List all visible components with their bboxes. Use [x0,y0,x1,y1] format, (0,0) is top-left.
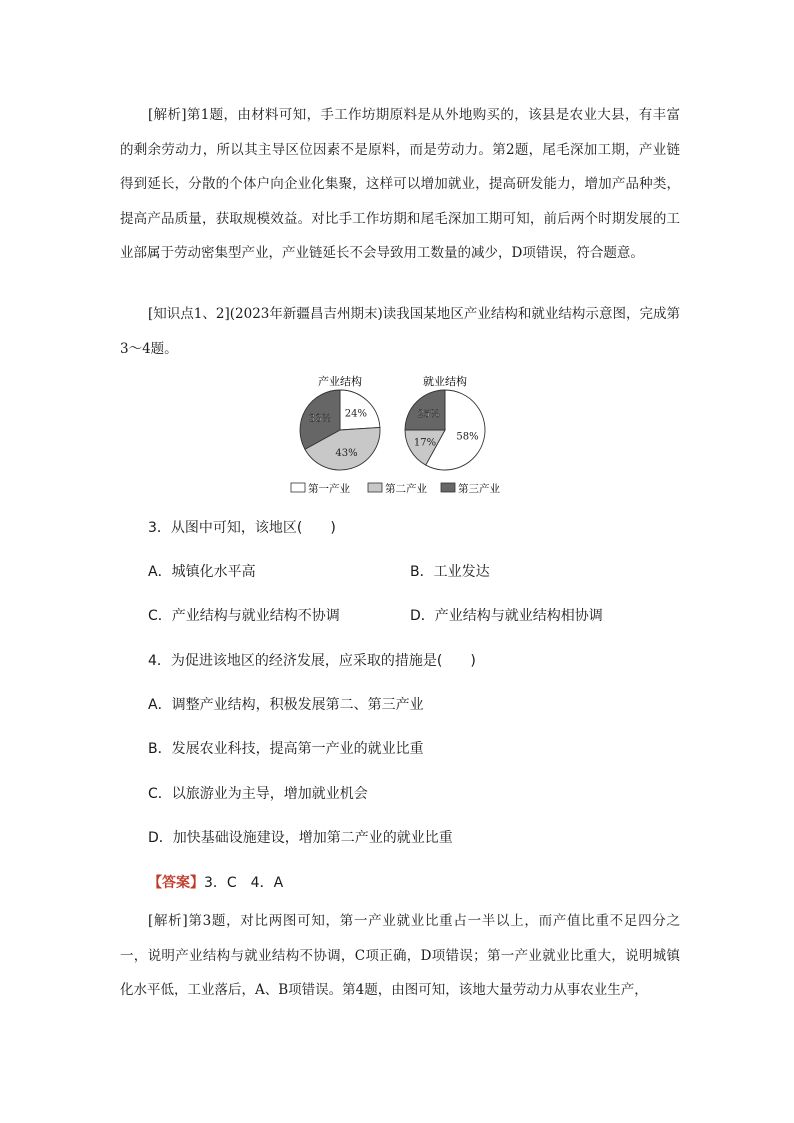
legend-swatch-first [291,483,305,492]
q3-stem: 3．从图中可知，该地区( ) [148,520,336,536]
answer-line [148,873,283,893]
q4-stem: 4．为促进该地区的经济发展，应采取的措施是( ) [148,653,476,669]
legend-swatch-second [368,483,382,492]
pie-slice-label-2: 43% [335,447,358,459]
pie-slice-label-3: 33% [308,413,332,425]
q3-option-a: A．城镇化水平高 [148,564,256,580]
q3-option-c: C．产业结构与就业结构不协调 [148,608,340,624]
answer-label: 【答案】 [148,875,204,891]
answer-text: 3．C 4．A [204,875,284,891]
knowledge-point-intro: [知识点1、2](2023年新疆昌吉州期末)读我国某地区产业结构和就业结构示意图，完成第3～4题。 [120,306,680,357]
legend-first: 第一产业 [308,483,350,495]
pie-slice-label-3: 25% [417,409,440,421]
legend-third: 第三产业 [458,483,500,495]
analysis-paragraph-1: [解析]第1题，由材料可知，手工作坊期原料是从外地购买的，该县是农业大县，有丰富的剩余劳动力，所以其主导区位因素不是原料，而是劳动力。第2题，尾毛深加工期，产业链得到延长，分散的个体户向企业化集聚，这样可以增加就业，提高研发能力，增加产品种类，提高产品质量，获取规模效益。对比手工作坊期和尾毛深加工期可知，前后两个时期发展的工业部属于劳动密集型产业，产业链延长不会导致用工数量的减少，D项错误，符合题意。 [120,107,680,261]
pie-slice-label-1: 58% [456,431,479,443]
pie-industry-structure [300,390,380,470]
analysis-paragraph-2: [解析]第3题，对比两图可知，第一产业就业比重占一半以上，而产值比重不足四分之一，说明产业结构与就业结构不协调，C项正确，D项错误；第一产业就业比重大，说明城镇化水平低，工业落后，A、B项错误。第4题，由图可知，该地大量劳动力从事农业生产， [120,913,680,998]
q3-option-d: D．产业结构与就业结构相协调 [410,608,603,624]
q4-option-a: A．调整产业结构，积极发展第二、第三产业 [148,697,424,713]
legend [291,482,500,495]
q4-option-d: D．加快基础设施建设，增加第二产业的就业比重 [148,830,453,846]
q4-option-c: C．以旅游业为主导，增加就业机会 [148,786,368,802]
structure-figure [288,372,508,498]
pie-title-employment: 就业结构 [423,375,467,388]
pie-employment-structure [405,390,485,470]
legend-swatch-third [441,483,455,492]
q4-option-b: B．发展农业科技，提高第一产业的就业比重 [148,741,424,757]
legend-second: 第二产业 [385,483,427,495]
q3-option-b: B．工业发达 [410,564,490,580]
pie-slice-label-2: 17% [413,437,437,449]
pie-title-industry: 产业结构 [318,375,362,388]
pie-charts [288,372,508,498]
pie-slice-label-1: 24% [344,408,367,420]
